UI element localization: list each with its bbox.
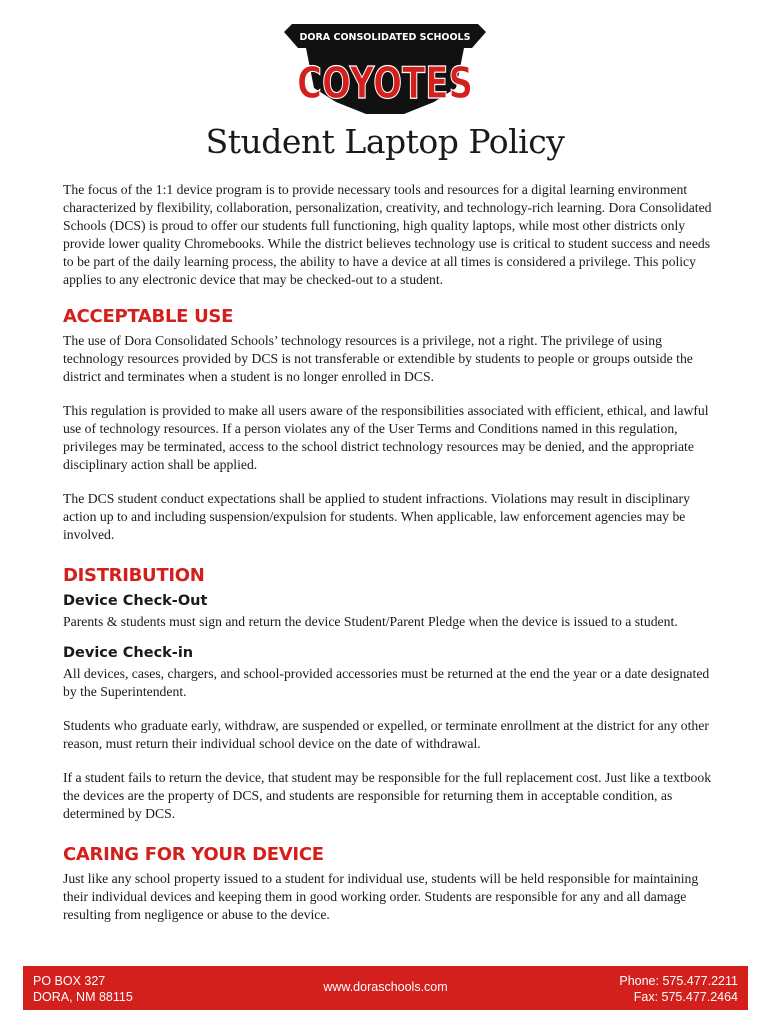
distribution-heading: DISTRIBUTION [63, 565, 205, 586]
page-title: Student Laptop Policy [205, 122, 565, 161]
device-checkin-paragraph-1: All devices, cases, chargers, and school-provided accessories must be returned at the end the year or a date designated by the Superintendent. [63, 666, 710, 699]
caring-heading: CARING FOR YOUR DEVICE [63, 844, 324, 865]
footer-address-line-2: DORA, NM 88115 [33, 990, 133, 1004]
footer-fax: Fax: 575.477.2464 [633, 990, 738, 1004]
footer-website-link[interactable]: www.doraschools.com [323, 980, 448, 994]
logo-banner-text: DORA CONSOLIDATED SCHOOLS [299, 32, 471, 43]
intro-paragraph: The focus of the 1:1 device program is to provide necessary tools and resources for a digital learning environment characterized by flexibility, collaboration, personalization, creativity, and technology-rich learning. Dora Consolidated Schools (DCS) is proud to offer our students full functioning, high quality laptops, while most other districts only provide lower quality Chromebooks. While the district believes technology use is critical to student success and needs to be part of the daily learning process, the ability to have a device at all times is considered a privilege. This policy applies to any electronic device that may be checked-out to a student. [63, 182, 712, 287]
acceptable-use-paragraph-1: The use of Dora Consolidated Schools’ technology resources is a privilege, not a right. The privilege of using technology resources provided by DCS is not transferable or extendible by students to people or groups outside the district and terminates when a student is no longer enrolled in DCS. [63, 333, 693, 384]
footer-phone: Phone: 575.477.2211 [619, 974, 738, 988]
footer-address-line-1: PO BOX 327 [33, 974, 106, 988]
caring-paragraph: Just like any school property issued to a student for individual use, students will be held responsible for maintaining their individual devices and keeping them in good working order. Students are responsible for any and all damage resulting from negligence or abuse to the device. [63, 871, 699, 922]
acceptable-use-heading: ACCEPTABLE USE [63, 306, 234, 327]
device-checkout-paragraph: Parents & students must sign and return the device Student/Parent Pledge when the device is issued to a student. [63, 614, 678, 629]
device-checkin-paragraph-3: If a student fails to return the device, that student may be responsible for the full replacement cost. Just like a textbook the devices are the property of DCS, and students are responsible for returning them in acceptable condition, as determined by DCS. [63, 770, 712, 821]
policy-body [63, 181, 713, 940]
logo-name: COYOTES [297, 58, 473, 109]
footer-bar [23, 966, 748, 1010]
device-checkout-heading: Device Check-Out [63, 593, 208, 609]
acceptable-use-paragraph-2: This regulation is provided to make all users aware of the responsibilities associated with efficient, ethical, and lawful use of technology resources. If a person violates any of the User Terms and Conditions named in this regulation, privileges may be terminated, access to the school district technology resources may be denied, and the appropriate disciplinary action shall be applied. [63, 403, 709, 472]
acceptable-use-paragraph-3: The DCS student conduct expectations shall be applied to student infractions. Violations may result in disciplinary action up to and including suspension/expulsion for students. When applicable, law enforcement agencies may be involved. [63, 491, 690, 542]
footer-contact [619, 973, 738, 1005]
coyotes-logo [284, 18, 486, 118]
device-checkin-heading: Device Check-in [63, 645, 194, 661]
device-checkin-paragraph-2: Students who graduate early, withdraw, are suspended or expelled, or terminate enrollment at the district for any other reason, must return their individual school device on the date of withdrawal. [63, 718, 709, 751]
